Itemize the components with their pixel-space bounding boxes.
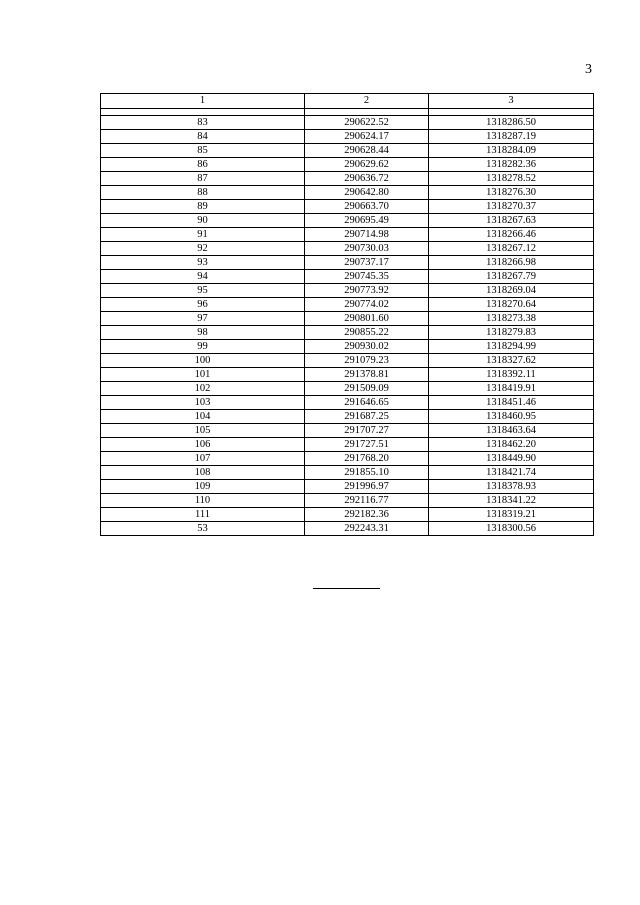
point-number-cell: 110: [101, 494, 305, 508]
table-row: [101, 368, 594, 382]
x-coordinate-cell: 291707.27: [305, 424, 429, 438]
table-row: [101, 410, 594, 424]
x-coordinate-cell: 290737.17: [305, 256, 429, 270]
x-coordinate-cell: 290930.02: [305, 340, 429, 354]
y-coordinate-cell: 1318419.91: [429, 382, 594, 396]
y-coordinate-cell: 1318300.56: [429, 522, 594, 536]
point-number-cell: 103: [101, 396, 305, 410]
page-number: 3: [585, 62, 592, 77]
y-coordinate-cell: 1318341.22: [429, 494, 594, 508]
table-row: [101, 508, 594, 522]
y-coordinate-cell: 1318451.46: [429, 396, 594, 410]
end-of-document-rule: [313, 588, 380, 589]
table-row: [101, 466, 594, 480]
x-coordinate-cell: 290730.03: [305, 242, 429, 256]
spacer-cell: [101, 109, 305, 116]
table-row: [101, 172, 594, 186]
point-number-cell: 102: [101, 382, 305, 396]
point-number-cell: 88: [101, 186, 305, 200]
x-coordinate-cell: 292116.77: [305, 494, 429, 508]
point-number-cell: 86: [101, 158, 305, 172]
y-coordinate-cell: 1318270.37: [429, 200, 594, 214]
table-row: [101, 130, 594, 144]
point-number-cell: 109: [101, 480, 305, 494]
table-row: [101, 354, 594, 368]
table-row: [101, 340, 594, 354]
x-coordinate-cell: 291509.09: [305, 382, 429, 396]
point-number-cell: 89: [101, 200, 305, 214]
y-coordinate-cell: 1318267.12: [429, 242, 594, 256]
table-row: [101, 242, 594, 256]
column-header: 2: [305, 94, 429, 109]
x-coordinate-cell: 290636.72: [305, 172, 429, 186]
y-coordinate-cell: 1318278.52: [429, 172, 594, 186]
x-coordinate-cell: 290622.52: [305, 116, 429, 130]
table-spacer-row: [101, 109, 594, 116]
point-number-cell: 91: [101, 228, 305, 242]
point-number-cell: 94: [101, 270, 305, 284]
table-row: [101, 186, 594, 200]
x-coordinate-cell: 290714.98: [305, 228, 429, 242]
point-number-cell: 53: [101, 522, 305, 536]
point-number-cell: 83: [101, 116, 305, 130]
x-coordinate-cell: 291687.25: [305, 410, 429, 424]
table-row: [101, 382, 594, 396]
coordinates-table: [100, 93, 594, 536]
y-coordinate-cell: 1318463.64: [429, 424, 594, 438]
y-coordinate-cell: 1318266.98: [429, 256, 594, 270]
table-row: [101, 144, 594, 158]
point-number-cell: 105: [101, 424, 305, 438]
x-coordinate-cell: 290642.80: [305, 186, 429, 200]
x-coordinate-cell: 290624.17: [305, 130, 429, 144]
point-number-cell: 108: [101, 466, 305, 480]
point-number-cell: 101: [101, 368, 305, 382]
table-row: [101, 284, 594, 298]
y-coordinate-cell: 1318460.95: [429, 410, 594, 424]
point-number-cell: 93: [101, 256, 305, 270]
point-number-cell: 90: [101, 214, 305, 228]
point-number-cell: 97: [101, 312, 305, 326]
table-row: [101, 494, 594, 508]
point-number-cell: 111: [101, 508, 305, 522]
y-coordinate-cell: 1318287.19: [429, 130, 594, 144]
table-row: [101, 298, 594, 312]
point-number-cell: 87: [101, 172, 305, 186]
table-row: [101, 452, 594, 466]
spacer-cell: [429, 109, 594, 116]
x-coordinate-cell: 291768.20: [305, 452, 429, 466]
x-coordinate-cell: 290801.60: [305, 312, 429, 326]
x-coordinate-cell: 291727.51: [305, 438, 429, 452]
table-row: [101, 200, 594, 214]
point-number-cell: 99: [101, 340, 305, 354]
y-coordinate-cell: 1318267.63: [429, 214, 594, 228]
y-coordinate-cell: 1318267.79: [429, 270, 594, 284]
point-number-cell: 107: [101, 452, 305, 466]
point-number-cell: 84: [101, 130, 305, 144]
y-coordinate-cell: 1318284.09: [429, 144, 594, 158]
table-row: [101, 480, 594, 494]
point-number-cell: 92: [101, 242, 305, 256]
table-row: [101, 228, 594, 242]
y-coordinate-cell: 1318449.90: [429, 452, 594, 466]
x-coordinate-cell: 290663.70: [305, 200, 429, 214]
x-coordinate-cell: 291079.23: [305, 354, 429, 368]
table-row: [101, 116, 594, 130]
point-number-cell: 104: [101, 410, 305, 424]
table-header-row: [101, 94, 594, 109]
y-coordinate-cell: 1318269.04: [429, 284, 594, 298]
x-coordinate-cell: 291378.81: [305, 368, 429, 382]
y-coordinate-cell: 1318327.62: [429, 354, 594, 368]
table-row: [101, 424, 594, 438]
table-row: [101, 312, 594, 326]
point-number-cell: 85: [101, 144, 305, 158]
point-number-cell: 100: [101, 354, 305, 368]
y-coordinate-cell: 1318319.21: [429, 508, 594, 522]
table-row: [101, 396, 594, 410]
y-coordinate-cell: 1318282.36: [429, 158, 594, 172]
x-coordinate-cell: 292182.36: [305, 508, 429, 522]
y-coordinate-cell: 1318270.64: [429, 298, 594, 312]
y-coordinate-cell: 1318392.11: [429, 368, 594, 382]
x-coordinate-cell: 290773.92: [305, 284, 429, 298]
x-coordinate-cell: 290855.22: [305, 326, 429, 340]
point-number-cell: 98: [101, 326, 305, 340]
x-coordinate-cell: 290745.35: [305, 270, 429, 284]
y-coordinate-cell: 1318273.38: [429, 312, 594, 326]
x-coordinate-cell: 292243.31: [305, 522, 429, 536]
y-coordinate-cell: 1318286.50: [429, 116, 594, 130]
y-coordinate-cell: 1318421.74: [429, 466, 594, 480]
column-header: 3: [429, 94, 594, 109]
point-number-cell: 106: [101, 438, 305, 452]
y-coordinate-cell: 1318294.99: [429, 340, 594, 354]
y-coordinate-cell: 1318378.93: [429, 480, 594, 494]
x-coordinate-cell: 291996.97: [305, 480, 429, 494]
table-row: [101, 326, 594, 340]
table-row: [101, 438, 594, 452]
table-row: [101, 214, 594, 228]
x-coordinate-cell: 290629.62: [305, 158, 429, 172]
table-body: [101, 109, 594, 536]
table-row: [101, 270, 594, 284]
x-coordinate-cell: 291646.65: [305, 396, 429, 410]
table-row: [101, 158, 594, 172]
point-number-cell: 95: [101, 284, 305, 298]
x-coordinate-cell: 291855.10: [305, 466, 429, 480]
y-coordinate-cell: 1318279.83: [429, 326, 594, 340]
table-row: [101, 256, 594, 270]
column-header: 1: [101, 94, 305, 109]
y-coordinate-cell: 1318276.30: [429, 186, 594, 200]
point-number-cell: 96: [101, 298, 305, 312]
y-coordinate-cell: 1318462.20: [429, 438, 594, 452]
table-row: [101, 522, 594, 536]
x-coordinate-cell: 290695.49: [305, 214, 429, 228]
spacer-cell: [305, 109, 429, 116]
y-coordinate-cell: 1318266.46: [429, 228, 594, 242]
x-coordinate-cell: 290628.44: [305, 144, 429, 158]
x-coordinate-cell: 290774.02: [305, 298, 429, 312]
